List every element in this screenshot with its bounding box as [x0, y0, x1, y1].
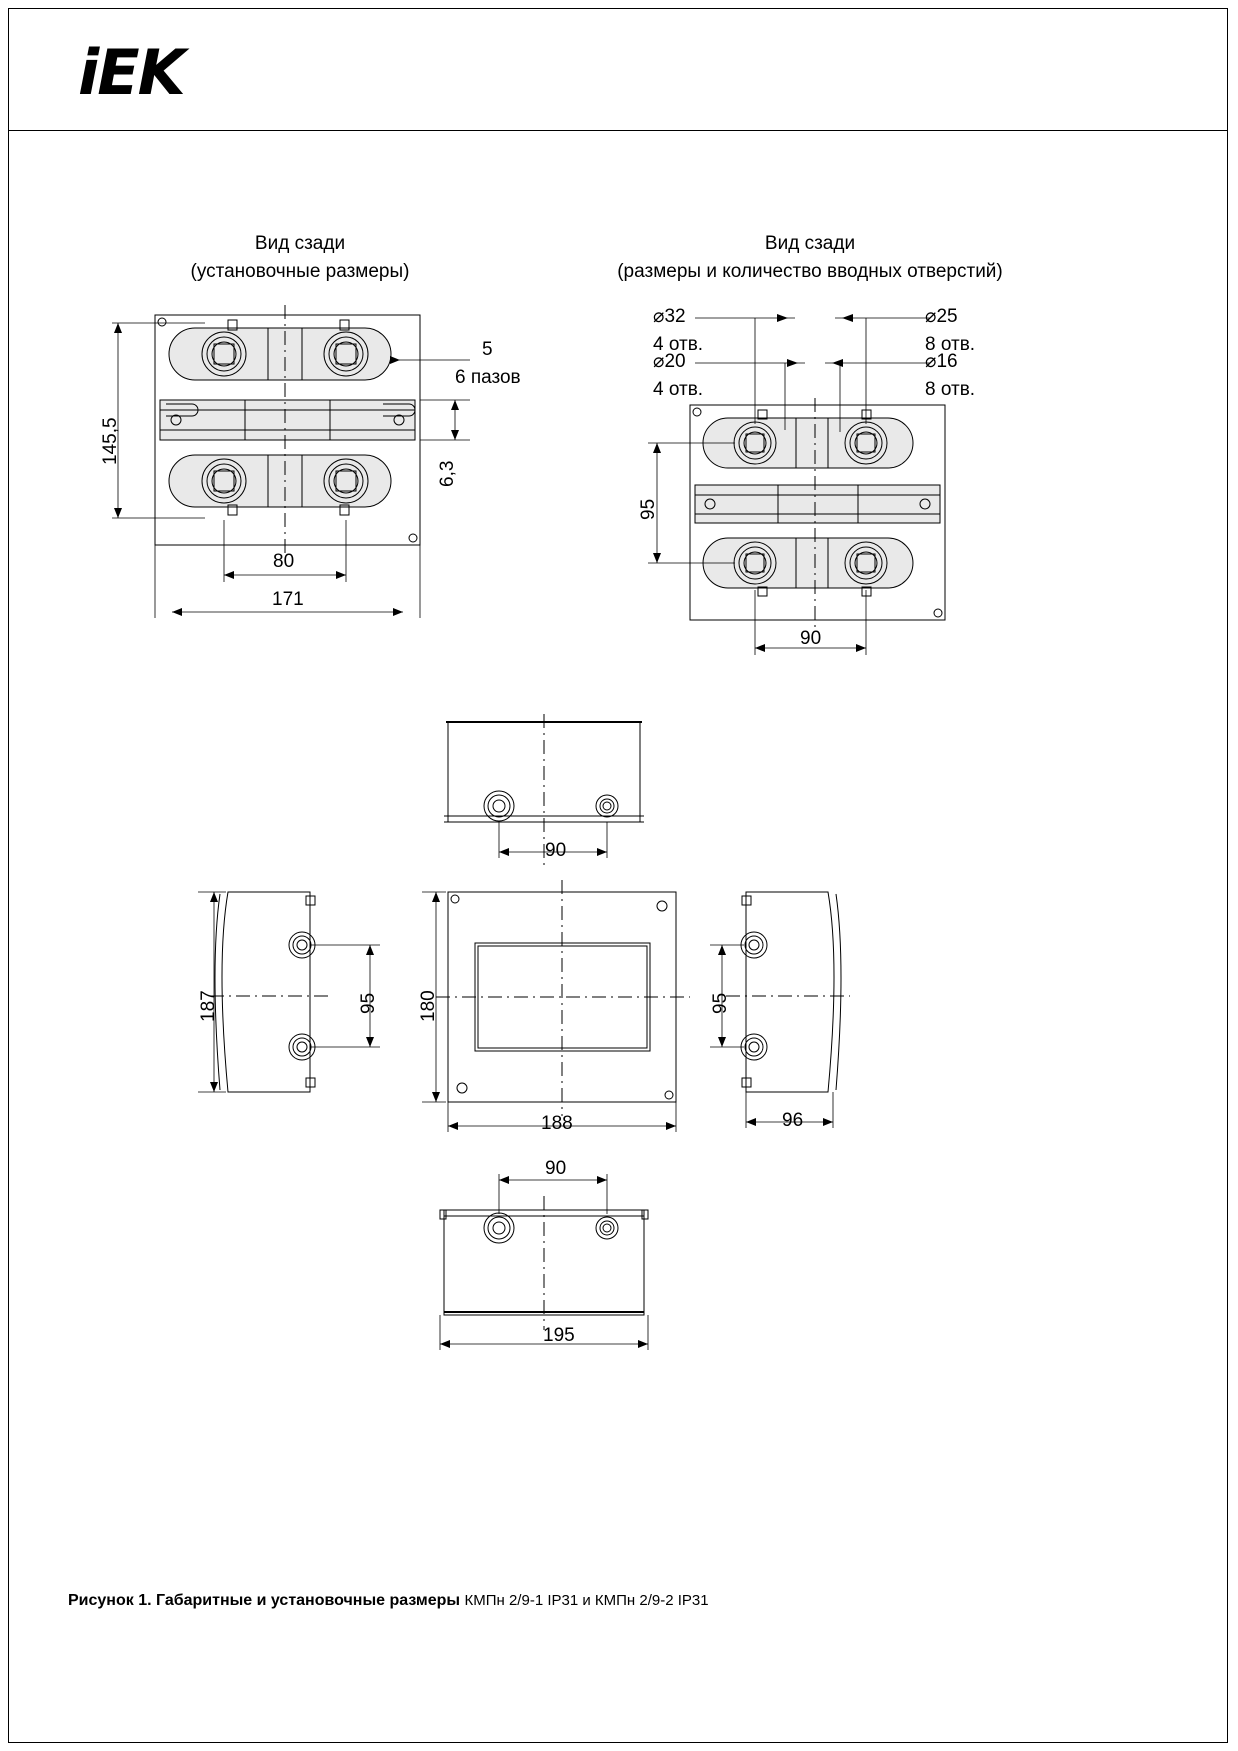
- dim-front-188: 188: [541, 1113, 573, 1134]
- dim-171: 171: [272, 589, 304, 610]
- figure-caption-models: КМПн 2/9-1 IP31 и КМПн 2/9-2 IP31: [464, 1592, 709, 1609]
- front-view-drawing: [400, 870, 730, 1150]
- back-install-title-line1: Вид сзади: [254, 233, 346, 254]
- label-d16-count: 8 отв.: [925, 379, 976, 400]
- dim-145-5: 145,5: [100, 417, 121, 465]
- label-d32-count: 4 отв.: [653, 334, 704, 355]
- back-install-drawing: [0, 0, 600, 680]
- back-holes-title-line2: (размеры и количество вводных отверстий): [617, 261, 1003, 282]
- label-d20: ⌀20: [653, 351, 686, 372]
- dim-right-95: 95: [710, 992, 731, 1014]
- label-d25: ⌀25: [925, 306, 958, 327]
- label-d25-count: 8 отв.: [925, 334, 976, 355]
- dim-left-187: 187: [198, 990, 219, 1022]
- label-d20-count: 4 отв.: [653, 379, 704, 400]
- dim-bottom-195: 195: [543, 1325, 575, 1346]
- label-d32: ⌀32: [653, 306, 686, 327]
- dim-slot-note: 6 пазов: [455, 367, 521, 388]
- back-holes-title-line1: Вид сзади: [764, 233, 856, 254]
- label-d16: ⌀16: [925, 351, 958, 372]
- dim-top-90: 90: [545, 840, 567, 861]
- dim-left-95: 95: [358, 992, 379, 1014]
- dim-6-3: 6,3: [437, 460, 458, 487]
- dim-80: 80: [273, 551, 295, 572]
- dim-back-holes-90: 90: [800, 628, 822, 649]
- dim-bottom-90: 90: [545, 1158, 567, 1179]
- dim-back-holes-95: 95: [638, 498, 659, 520]
- dim-front-180: 180: [418, 990, 439, 1022]
- dim-right-96: 96: [782, 1110, 804, 1131]
- iek-logo: iEK: [78, 36, 184, 109]
- figure-caption-prefix: Рисунок 1. Габаритные и установочные размеры: [68, 1592, 461, 1609]
- figure-caption: [68, 1592, 709, 1610]
- back-install-title-line2: (установочные размеры): [190, 261, 410, 282]
- dim-slot-5: 5: [482, 339, 493, 360]
- right-side-drawing: [700, 870, 960, 1140]
- bottom-view-drawing: [400, 1140, 800, 1360]
